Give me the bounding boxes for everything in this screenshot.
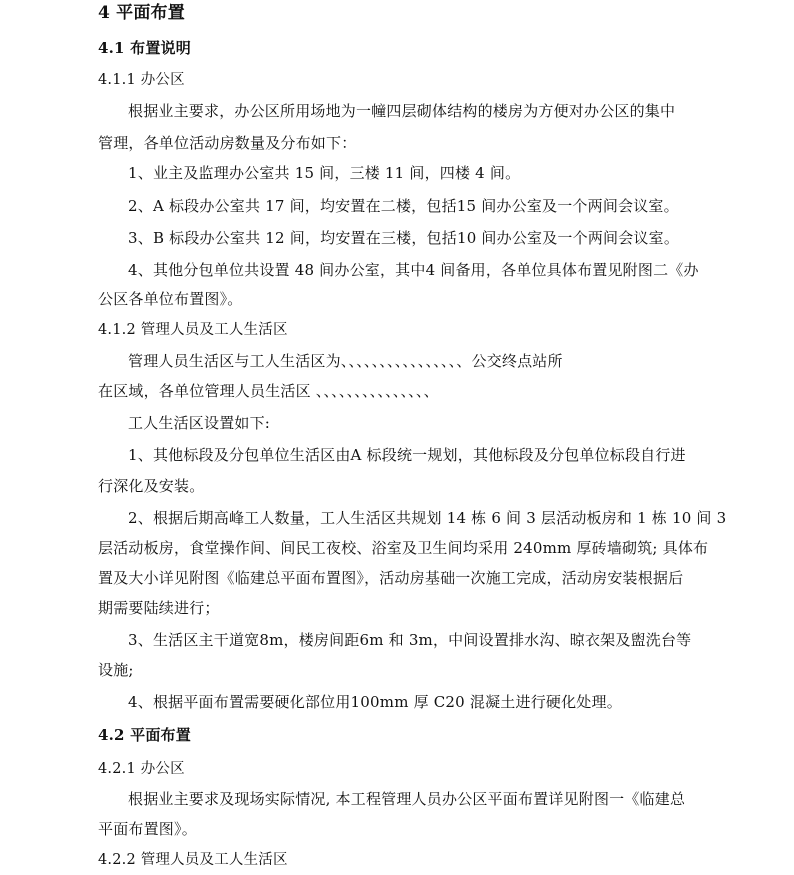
section-heading-4-1: 4.1 布置说明 [98,39,191,57]
paragraph-line: 行深化及安装。 [98,477,205,495]
section-heading-4-2-1: 4.2.1 办公区 [98,761,185,777]
list-item: 4、其他分包单位共设置 48 间办公室，其中4 间备用，各单位具体布置见附图二《办 [128,261,699,279]
paragraph-line: 置及大小详见附图《临建总平面布置图》，活动房基础一次施工完成，活动房安装根据后 [98,569,684,587]
list-item: 2、A 标段办公室共 17 间，均安置在二楼，包括15 间办公室及一个两间会议室。 [128,197,679,215]
paragraph-line: 在区域，各单位管理人员生活区 、、、、、、、、、、、、、、、 [98,382,439,400]
list-item: 3、B 标段办公室共 12 间，均安置在三楼，包括10 间办公室及一个两间会议室。 [128,229,680,247]
paragraph-line: 期需要陆续进行； [98,599,220,617]
section-heading-4-1-1: 4.1.1 办公区 [98,72,185,88]
paragraph-line: 设施; [98,661,134,679]
paragraph-line: 管理，各单位活动房数量及分布如下： [98,134,357,152]
list-item: 1、业主及监理办公室共 15 间，三楼 11 间，四楼 4 间。 [128,164,521,182]
paragraph-line: 根据业主要求及现场实际情况, 本工程管理人员办公区平面布置详见附图一《临建总 [128,790,686,808]
list-item: 2、根据后期高峰工人数量，工人生活区共规划 14 栋 6 间 3 层活动板房和 1 栋 10 间 3 [128,509,727,527]
list-item: 1、其他标段及分包单位生活区由A 标段统一规划，其他标段及分包单位标段自行进 [128,446,686,464]
section-heading-4-2-2: 4.2.2 管理人员及工人生活区 [98,852,288,868]
list-item: 3、生活区主干道宽8m，楼房间距6m 和 3m，中间设置排水沟、晾衣架及盥洗台等 [128,631,692,649]
paragraph-line: 管理人员生活区与工人生活区为、、、、、、、、、、、、、、、、公交终点站所 [128,352,563,370]
list-item: 4、根据平面布置需要硬化部位用100mm 厚 C20 混凝土进行硬化处理。 [128,693,622,711]
paragraph-line: 工人生活区设置如下: [128,414,271,432]
paragraph-line: 公区各单位布置图》。 [98,290,243,308]
paragraph-line: 平面布置图》。 [98,820,197,838]
paragraph-line: 层活动板房，食堂操作间、间民工夜校、浴室及卫生间均采用 240mm 厚砖墙砌筑; 具体布 [98,539,709,557]
section-heading-4-2: 4.2 平面布置 [98,726,191,744]
section-heading-4-1-2: 4.1.2 管理人员及工人生活区 [98,322,288,338]
section-heading-4: 4 平面布置 [98,3,185,23]
paragraph-line: 根据业主要求，办公区所用场地为一幢四层砌体结构的楼房为方便对办公区的集中 [128,102,676,120]
